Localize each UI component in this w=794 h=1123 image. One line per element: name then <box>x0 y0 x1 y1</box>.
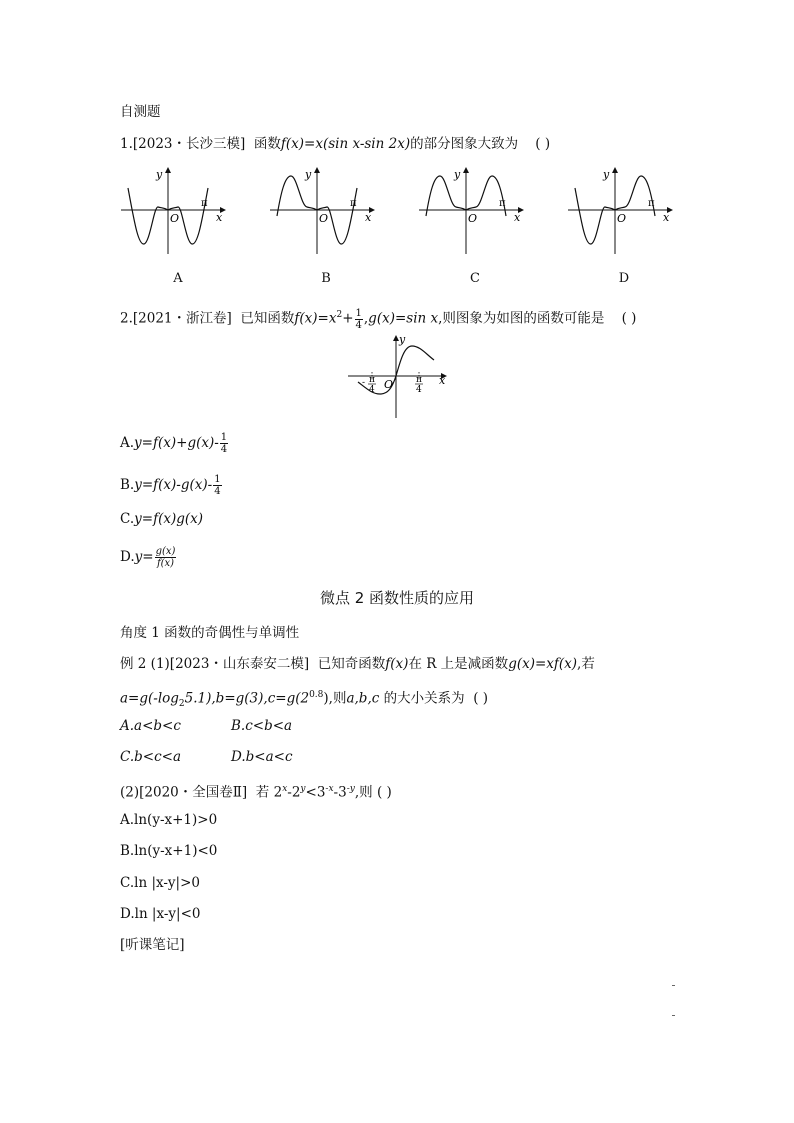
svg-text:y: y <box>454 168 461 181</box>
margin-mark <box>672 985 675 986</box>
svg-text:π: π <box>648 198 655 209</box>
micro-point-heading: 微点 2 函数性质的应用 <box>319 589 475 607</box>
svg-text:4: 4 <box>369 385 375 395</box>
p2-option-b: B.ln(y-x+1)<0 <box>120 843 218 859</box>
svg-text:x: x <box>663 211 670 224</box>
choice-label-b: B <box>321 271 331 286</box>
svg-text:y: y <box>156 168 163 181</box>
choice-label-c: C <box>470 271 480 286</box>
svg-text:π: π <box>416 375 422 385</box>
p2-option-d: D.ln |x-y|<0 <box>120 906 201 922</box>
graph-c <box>419 168 523 254</box>
graph-a <box>121 168 225 254</box>
svg-text:π: π <box>499 198 506 209</box>
margin-mark <box>672 1015 675 1016</box>
svg-text:4: 4 <box>416 385 422 395</box>
svg-text:O: O <box>170 212 180 225</box>
svg-text:O: O <box>384 378 394 391</box>
q2-option-c: C.y=f(x)g(x) <box>120 511 204 527</box>
svg-text:π: π <box>201 198 208 209</box>
choice-label-a: A <box>173 271 183 286</box>
svg-text:y: y <box>603 168 610 181</box>
svg-text:π: π <box>369 375 375 385</box>
section-title: 自测题 <box>120 104 161 120</box>
ex2-option-b: B.c<b<a <box>231 718 293 734</box>
question-2-stem: 2.[2021・浙江卷] 已知函数$f(x)=x^2+$ $\frac{1}{4}$ ,g(x)=sin x,则图象为如图的函数可能是 ( ) <box>120 307 637 331</box>
svg-text:x: x <box>439 374 446 387</box>
example-2-part-2: (2)[2020・全国卷Ⅱ] 若 $2^x-2^y<3^{-x}-3^{-y}$,则 ( ) <box>120 784 392 801</box>
p2-option-a: A.ln(y-x+1)>0 <box>120 812 218 828</box>
svg-text:x: x <box>514 211 521 224</box>
q2-graph <box>338 332 458 422</box>
svg-text:x: x <box>216 211 223 224</box>
q2-option-d: D.y= $\frac{g(x)}{f(x)}$ <box>120 546 176 569</box>
p2-option-c: C.ln |x-y|>0 <box>120 875 201 891</box>
fraction-quarter: $\frac{1}{4}$ <box>355 307 362 331</box>
svg-text:O: O <box>468 212 478 225</box>
q2-option-b: B.y=f(x)-g(x)- $\frac{1}{4}$ <box>120 474 221 497</box>
choice-label-d: D <box>618 271 630 286</box>
ex2-option-d: D.b<a<c <box>231 749 293 765</box>
ex2-option-c: C.b<c<a <box>120 749 182 765</box>
question-1-stem: 1.[2023・长沙三模] 函数f(x)=x(sin x-sin 2x)的部分图象大致为 ( ) <box>120 136 551 152</box>
q2-option-a: A.y=f(x)+g(x)- $\frac{1}{4}$ <box>120 432 228 455</box>
svg-text:x: x <box>365 211 372 224</box>
svg-text:y: y <box>305 168 312 181</box>
graph-d <box>568 168 672 254</box>
example-2-part-1-line2: $a=g(-\log_25.1),b=g(3),c=g(2^{0.8})$,则a,b,c 的大小关系为 ( ) <box>120 690 489 710</box>
svg-text:O: O <box>319 212 329 225</box>
angle-heading: 角度 1 函数的奇偶性与单调性 <box>120 625 300 641</box>
svg-text:π: π <box>350 198 357 209</box>
graph-b <box>270 168 374 254</box>
svg-text:O: O <box>617 212 627 225</box>
svg-text:-: - <box>362 378 366 388</box>
lecture-notes-label: [听课笔记] <box>120 937 185 953</box>
svg-text:y: y <box>399 333 406 346</box>
ex2-option-a: A.a<b<c <box>120 718 181 734</box>
q1-graphs <box>0 158 794 268</box>
example-2-part-1: 例 2 (1)[2023・山东泰安二模] 已知奇函数f(x)在 R 上是减函数g(x)=xf(x),若 <box>120 656 595 672</box>
